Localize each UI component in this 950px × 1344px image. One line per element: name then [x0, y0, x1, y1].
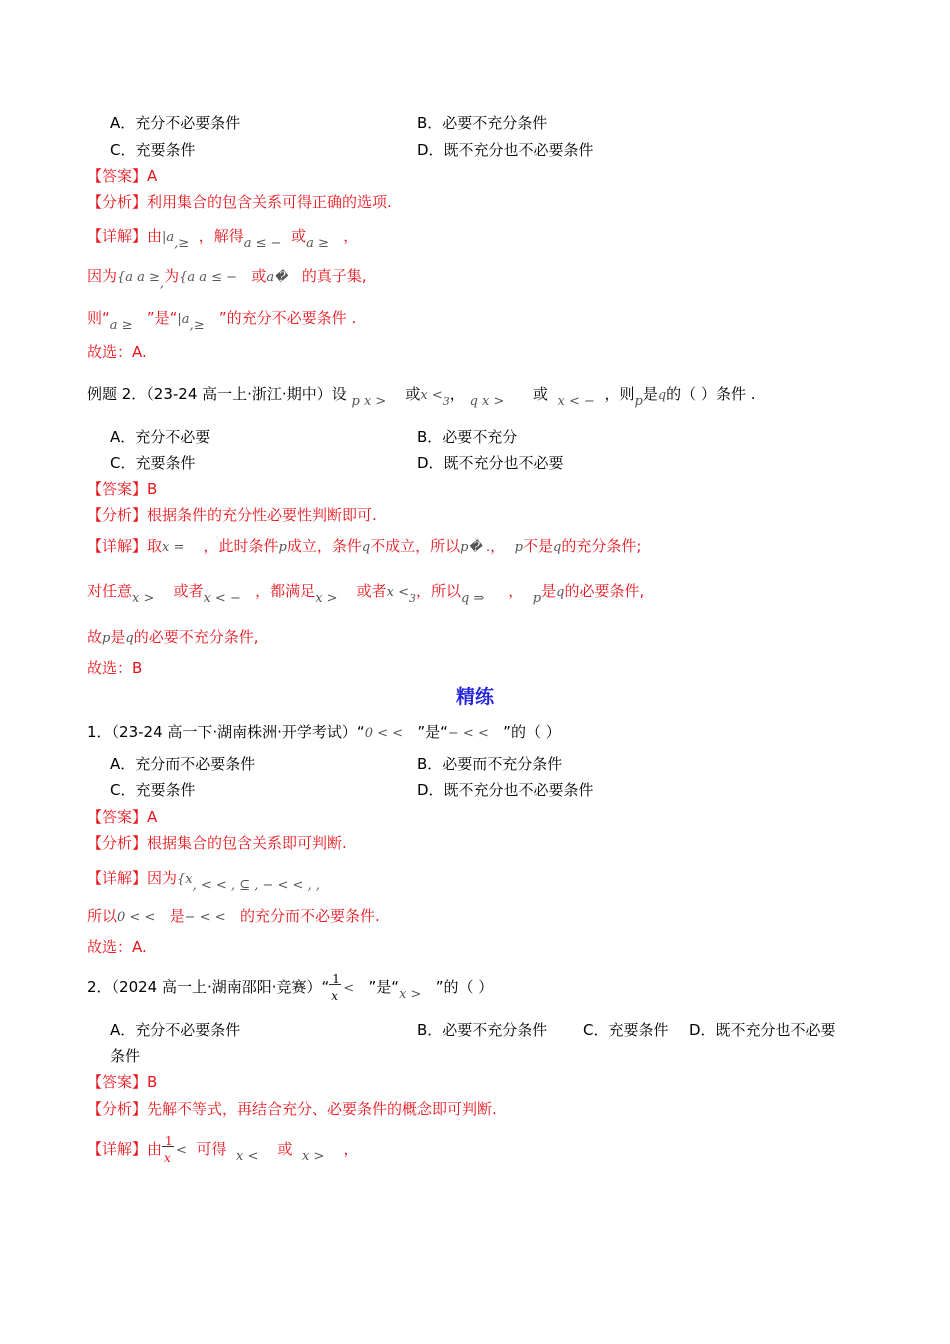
choose-line: 故选：B	[87, 659, 143, 677]
detail-text: 是	[541, 582, 557, 600]
detail-text: 是	[169, 907, 185, 925]
option-a: A．充分不必要条件	[110, 114, 241, 132]
option-b: B．必要而不充分条件	[417, 755, 563, 773]
math-expression: x < −	[203, 591, 241, 606]
detail-text: ，	[508, 582, 524, 600]
math-expression: q	[553, 540, 562, 555]
option-a: A．充分而不必要条件	[110, 755, 256, 773]
question-text: ”的（ ）	[503, 723, 561, 741]
detail-line-1	[87, 868, 320, 893]
math-expression: q x >	[469, 394, 505, 409]
math-expression: 3	[409, 592, 416, 605]
detail-text: 可得	[196, 1140, 227, 1158]
detail-text: 成立，条件	[286, 537, 362, 555]
answer-tag: 【答案】	[87, 1073, 148, 1091]
option-b: B．必要不充分条件	[417, 114, 548, 132]
question-line	[87, 971, 494, 1003]
fraction	[162, 1133, 176, 1165]
fraction-denominator: x	[331, 988, 339, 1003]
math-expression: <	[343, 981, 355, 996]
detail-text: 或	[251, 267, 267, 285]
answer-tag: 【答案】	[87, 480, 148, 498]
math-expression: q	[125, 631, 134, 646]
answer-tag: 【答案】	[87, 167, 148, 185]
detail-text: 因为	[87, 267, 118, 285]
detail-text: 的充分而不必要条件.	[239, 907, 380, 925]
math-expression: p	[532, 591, 542, 606]
math-expression: a ≥	[306, 236, 329, 251]
math-expression: p x >	[351, 394, 387, 409]
detail-text: 的必要条件,	[564, 582, 645, 600]
answer-line	[87, 807, 157, 827]
math-expression: x < −	[557, 394, 595, 409]
question-line	[87, 384, 756, 409]
detail-text: 取	[147, 537, 163, 555]
detail-text: 因为	[147, 869, 178, 887]
detail-tag: 【详解】	[87, 227, 148, 245]
detail-text: 不成立，所以	[370, 537, 461, 555]
math-expression: x >	[132, 591, 155, 606]
detail-text: 所以	[87, 907, 118, 925]
analysis-text: 先解不等式，再结合充分、必要条件的概念即可判断.	[147, 1100, 497, 1118]
option-a: A．充分不必要	[110, 428, 211, 446]
math-expression: , < < , ⊆ , − < < , ,	[192, 878, 320, 893]
detail-text: 是	[110, 628, 126, 646]
detail-text: 或者	[356, 582, 387, 600]
detail-text: 故	[87, 628, 103, 646]
math-expression: x >	[302, 1149, 325, 1164]
analysis-line	[87, 192, 392, 212]
math-expression: p	[102, 631, 111, 646]
question-line	[87, 722, 561, 744]
detail-line-3	[87, 627, 258, 649]
question-text: 例题 2．（23-24 高一上·浙江·期中）设	[87, 385, 347, 403]
detail-text: ，	[343, 1140, 359, 1158]
answer-line	[87, 479, 157, 499]
option-d: D．既不充分也不必要	[689, 1021, 836, 1039]
math-expression: x >	[315, 591, 338, 606]
math-expression: ,	[159, 276, 165, 291]
math-expression: <	[176, 1143, 187, 1158]
option-b: B．必要不充分	[417, 428, 518, 446]
analysis-tag: 【分析】	[87, 1100, 148, 1118]
question-text: ”的（ ）	[435, 978, 494, 996]
fraction-denominator: x	[164, 1150, 171, 1165]
option-d: D．既不充分也不必要	[417, 454, 564, 472]
detail-text: ，此时条件	[203, 537, 279, 555]
answer-value: B	[147, 1073, 158, 1091]
question-text: 的（ ）条件 .	[666, 385, 756, 403]
fraction-numerator: 1	[165, 1133, 173, 1148]
math-expression: − < <	[447, 726, 489, 741]
analysis-line	[87, 833, 347, 853]
detail-text: 或	[277, 1140, 293, 1158]
question-text: 或	[405, 385, 421, 403]
detail-text: 对任意	[87, 582, 133, 600]
detail-text: ，都满足	[255, 582, 316, 600]
question-text: 是	[642, 385, 658, 403]
math-expression: x =	[162, 540, 185, 555]
option-d: D．既不充分也不必要条件	[417, 781, 594, 799]
detail-line-1	[87, 536, 641, 558]
detail-text: 不是	[522, 537, 553, 555]
choose-line: 故选：A.	[87, 343, 147, 361]
detail-text: 或	[291, 227, 307, 245]
math-expression: x <	[386, 585, 409, 600]
option-c: C．充要条件	[583, 1021, 669, 1039]
math-expression: 3	[442, 395, 450, 408]
detail-line-1	[87, 226, 359, 251]
math-expression: {a a ≥	[117, 270, 160, 285]
math-expression: p	[514, 540, 523, 555]
detail-text: ，	[490, 537, 506, 555]
math-expression: − < <	[184, 910, 226, 925]
math-expression: q	[556, 585, 565, 600]
detail-text: 由	[147, 1140, 163, 1158]
fraction	[329, 971, 343, 1003]
section-title: 精练	[455, 686, 494, 708]
option-d: D．既不充分也不必要条件	[417, 141, 594, 159]
question-text: ”是“	[417, 723, 448, 741]
fraction-bar	[162, 1146, 174, 1147]
option-a: A．充分不必要条件	[110, 1021, 241, 1039]
option-c: C．充要条件	[110, 781, 196, 799]
detail-text: 或者	[173, 582, 204, 600]
math-expression: p� .	[460, 540, 491, 555]
answer-value: A	[147, 808, 158, 826]
question-text: 2．（2024 高一上·湖南邵阳·竞赛）“	[87, 978, 330, 996]
math-expression: a�	[266, 270, 288, 285]
question-text: ，	[449, 385, 465, 403]
detail-text: 为	[164, 267, 180, 285]
math-expression: 0 < <	[364, 726, 404, 741]
detail-text: ”是“	[146, 309, 178, 327]
detail-line-2	[87, 266, 367, 291]
question-text: 或	[532, 385, 548, 403]
math-expression: |a	[177, 312, 190, 327]
math-expression: x <	[420, 388, 443, 403]
math-expression: q ⇒	[461, 591, 485, 606]
question-text: ，则	[604, 385, 635, 403]
option-c: C．充要条件	[110, 454, 196, 472]
option-b: B．必要不充分条件	[417, 1021, 548, 1039]
math-expression: p	[278, 540, 287, 555]
analysis-text: 利用集合的包含关系可得正确的选项.	[147, 193, 392, 211]
math-expression: ,≥	[189, 318, 205, 333]
fraction-bar	[329, 984, 341, 985]
detail-text: ”的充分不必要条件 .	[218, 309, 357, 327]
question-text: ”是“	[368, 978, 400, 996]
analysis-tag: 【分析】	[87, 834, 148, 852]
math-expression: |a	[162, 230, 175, 245]
analysis-text: 根据集合的包含关系即可判断.	[147, 834, 347, 852]
answer-line	[87, 1072, 157, 1092]
detail-text: ，解得	[198, 227, 244, 245]
detail-text: 则“	[87, 309, 110, 327]
option-c: C．充要条件	[110, 141, 196, 159]
answer-line	[87, 166, 157, 186]
detail-text: 的必要不充分条件,	[133, 628, 259, 646]
analysis-tag: 【分析】	[87, 193, 148, 211]
analysis-text: 根据条件的充分性必要性判断即可.	[147, 506, 377, 524]
detail-tag: 【详解】	[87, 537, 148, 555]
analysis-line	[87, 1099, 497, 1119]
math-expression: {x	[177, 872, 193, 887]
analysis-tag: 【分析】	[87, 506, 148, 524]
math-expression: q	[657, 388, 667, 403]
detail-text: 由	[147, 227, 163, 245]
math-expression: ,≥	[174, 236, 190, 251]
math-expression: a ≤ −	[243, 236, 282, 251]
math-expression: 0 < <	[117, 910, 156, 925]
fraction-numerator: 1	[332, 971, 340, 986]
detail-line-2	[87, 906, 380, 928]
detail-line-1	[87, 1133, 359, 1165]
detail-tag: 【详解】	[87, 1140, 148, 1158]
question-text: 1．（23-24 高一下·湖南株洲·开学考试）“	[87, 723, 365, 741]
detail-text: ，所以	[416, 582, 462, 600]
detail-line-2	[87, 581, 645, 606]
math-expression: a ≥	[109, 318, 133, 333]
math-expression: q	[361, 540, 371, 555]
math-expression: x >	[399, 987, 422, 1002]
option-d-continued: 条件	[110, 1047, 141, 1065]
answer-value: B	[147, 480, 158, 498]
choose-line: 故选：A.	[87, 938, 147, 956]
math-expression: x <	[236, 1149, 259, 1164]
detail-text: ，	[343, 227, 359, 245]
detail-line-3	[87, 308, 357, 333]
math-expression: {a a ≤ −	[179, 270, 238, 285]
detail-text: 的充分条件;	[561, 537, 642, 555]
answer-tag: 【答案】	[87, 808, 148, 826]
detail-text: 的真子集,	[301, 267, 367, 285]
analysis-line	[87, 505, 377, 525]
detail-tag: 【详解】	[87, 869, 148, 887]
math-expression: p	[634, 394, 643, 409]
answer-value: A	[147, 167, 158, 185]
